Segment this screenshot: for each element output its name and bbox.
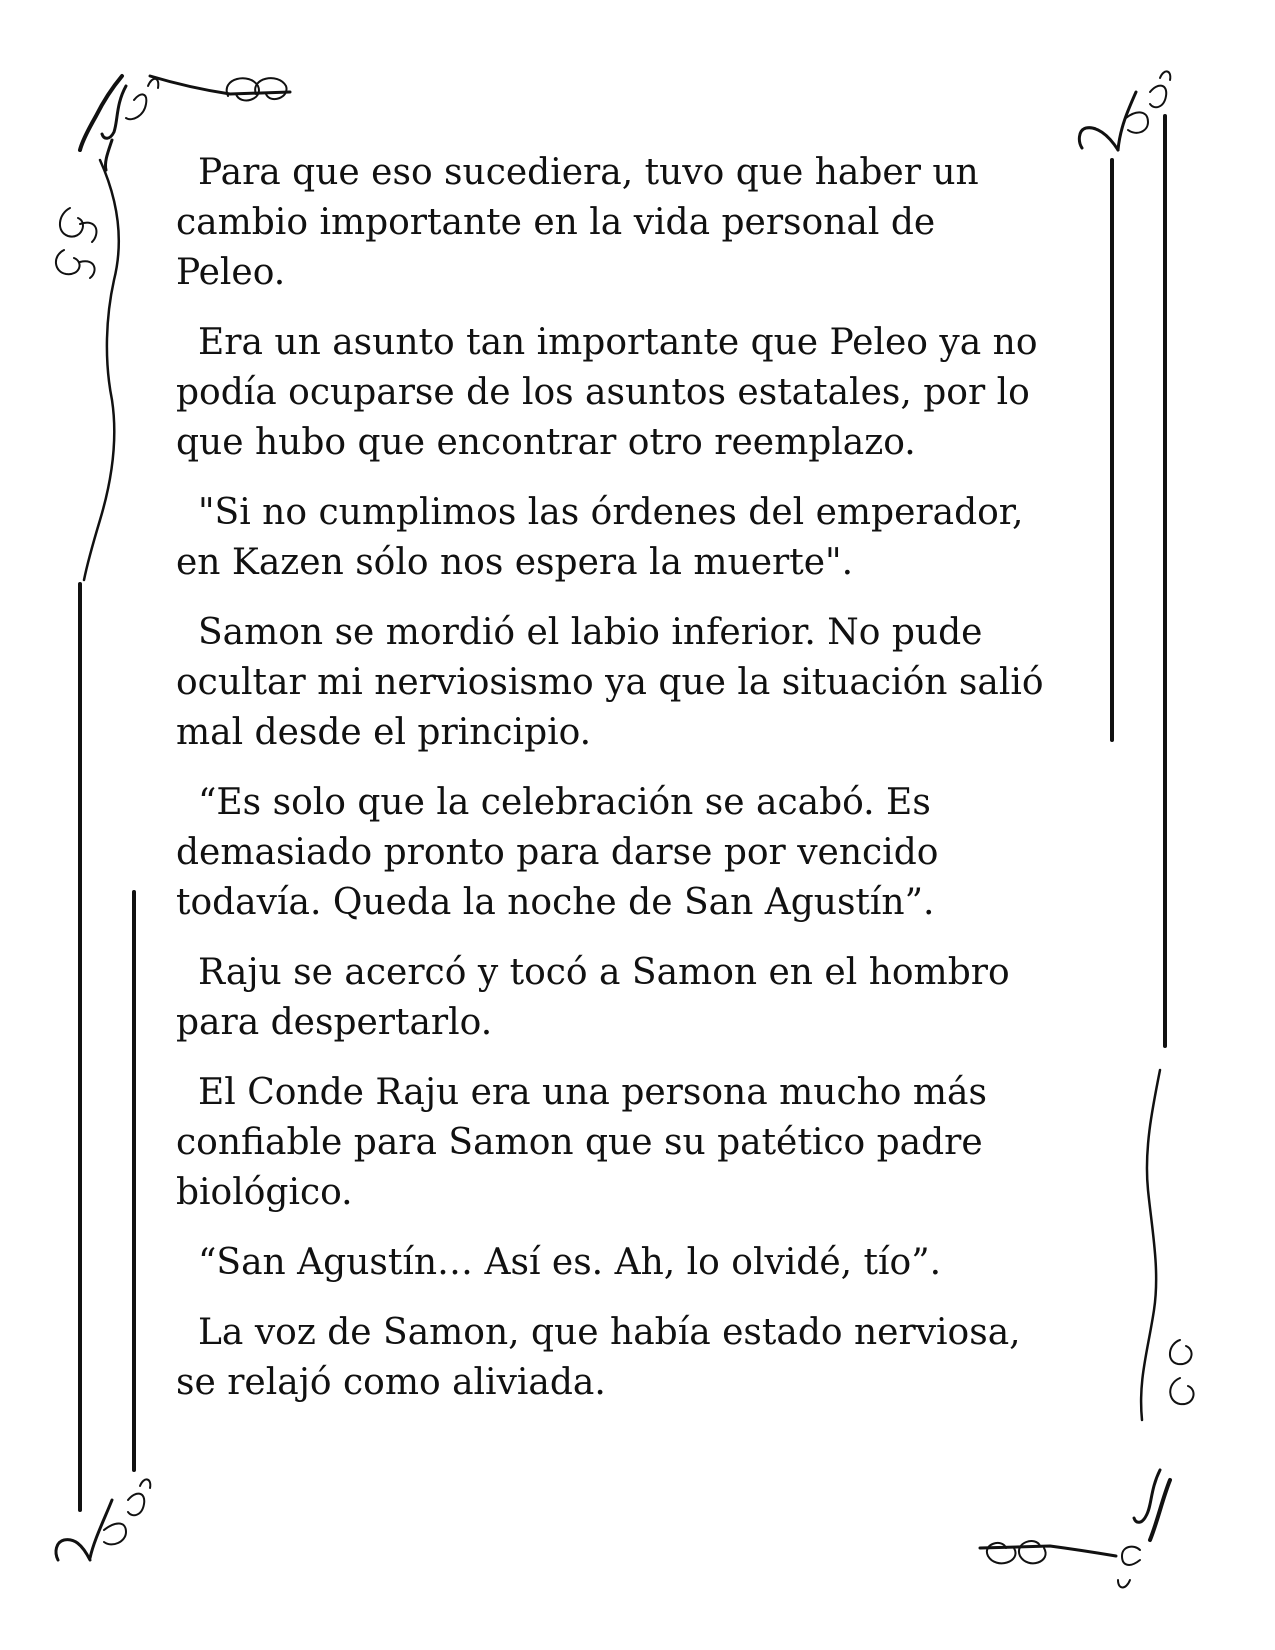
paragraph-7 (176, 1068, 1106, 1218)
text-line: El Conde Raju era una persona mucho más (198, 1072, 987, 1113)
text-line: podía ocuparse de los asuntos estatales, por lo (176, 372, 1030, 413)
paragraph-5 (176, 778, 1106, 928)
text-line: se relajó como aliviada. (176, 1362, 606, 1403)
text-line: "Si no cumplimos las órdenes del emperador, (198, 492, 1024, 533)
text-line: Para que eso sucediera, tuvo que haber un (198, 152, 979, 193)
paragraph-2 (176, 318, 1106, 468)
text-line: La voz de Samon, que había estado nerviosa, (198, 1312, 1021, 1353)
page-body-text (176, 148, 1106, 1428)
paragraph-1 (176, 148, 1106, 298)
text-line: para despertarlo. (176, 1002, 493, 1043)
text-line: Peleo. (176, 252, 286, 293)
bottom-left-flourish-icon (56, 1479, 150, 1560)
text-line: confiable para Samon que su patético padre (176, 1122, 983, 1163)
paragraph-4 (176, 608, 1106, 758)
text-line: biológico. (176, 1172, 353, 1213)
text-line: Era un asunto tan importante que Peleo ya no (198, 322, 1038, 363)
paragraph-9 (176, 1308, 1106, 1408)
text-line: demasiado pronto para darse por vencido (176, 832, 939, 873)
top-right-flourish-icon (1079, 71, 1170, 150)
text-line: “San Agustín… Así es. Ah, lo olvidé, tío”. (198, 1242, 942, 1283)
text-line: Samon se mordió el labio inferior. No pude (198, 612, 983, 653)
text-line: que hubo que encontrar otro reemplazo. (176, 422, 916, 463)
text-line: “Es solo que la celebración se acabó. Es (198, 782, 931, 823)
text-line: ocultar mi nerviosismo ya que la situación salió (176, 662, 1044, 703)
text-line: mal desde el principio. (176, 712, 592, 753)
text-line: Raju se acercó y tocó a Samon en el hombro (198, 952, 1010, 993)
paragraph-6 (176, 948, 1106, 1048)
paragraph-8 (176, 1238, 1106, 1288)
text-line: en Kazen sólo nos espera la muerte". (176, 542, 854, 583)
text-line: todavía. Queda la noche de San Agustín”. (176, 882, 935, 923)
text-line: cambio importante en la vida personal de (176, 202, 936, 243)
paragraph-3 (176, 488, 1106, 588)
